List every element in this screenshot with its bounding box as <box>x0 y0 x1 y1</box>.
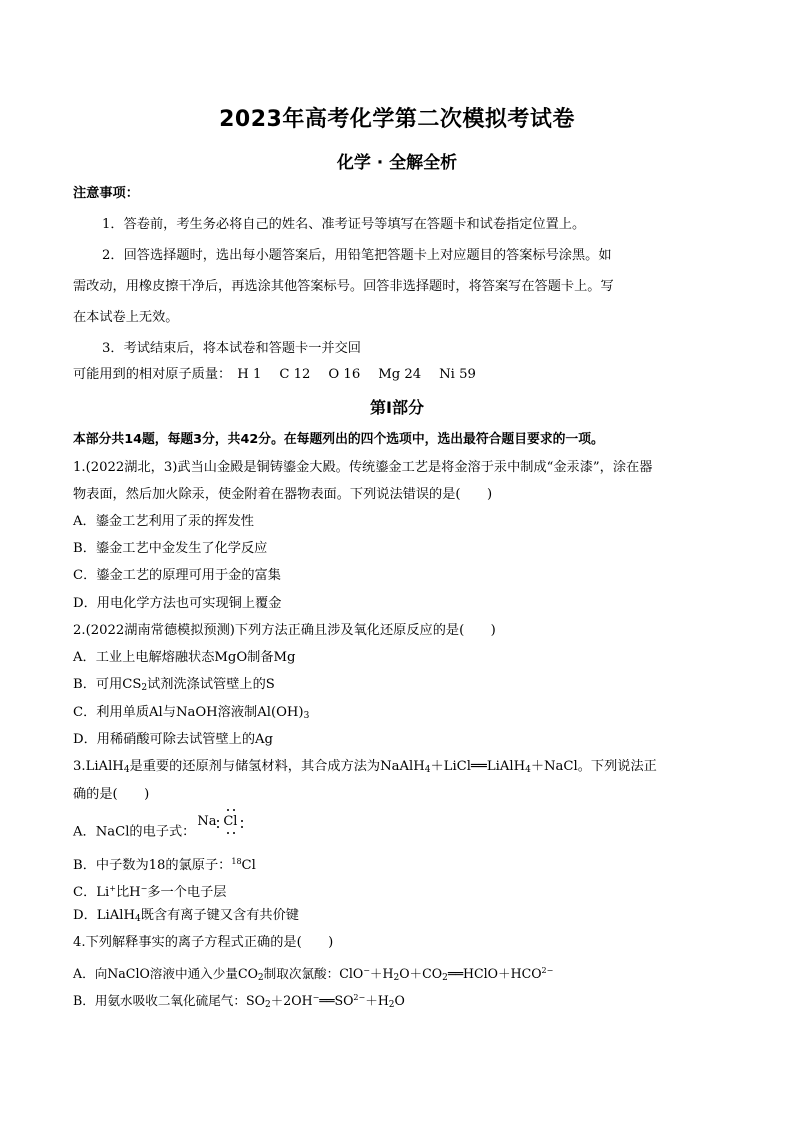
atomic-mass-mg: Mg 24 <box>378 367 422 382</box>
notice-item-2-line-2: 需改动，用橡皮擦干净后，再选涂其他答案标号。回答非选择题时，将答案写在答题卡上。写 <box>73 279 614 294</box>
q2-option-b: B．可用$CS_2$试剂洗涤试管壁上的S <box>73 677 275 693</box>
nacl-electron-formula: Na Cl <box>195 822 251 842</box>
atomic-masses-label: 可能用到的相对原子质量： <box>73 367 232 382</box>
q1-stem-line-1: 1.(2022湖北，3)武当山金殿是铜铸鎏金大殿。传统鎏金工艺是将金溶于汞中制成“金汞漆”，涂在器 <box>73 460 653 475</box>
q2-option-c: C．利用单质Al与NaOH溶液制$Al(OH)_3$ <box>73 705 310 721</box>
q3-option-a: A．NaCl的电子式： Na Cl <box>73 822 251 843</box>
atomic-mass-ni: Ni 59 <box>439 367 476 382</box>
atomic-mass-o: O 16 <box>328 367 361 382</box>
atomic-mass-c: C 12 <box>279 367 311 382</box>
q4-option-b: B．用氨水吸收二氧化硫尾气：$SO_2+2OH^-══SO^{2-}+H_2O$ <box>73 993 405 1010</box>
q4-stem: 4.下列解释事实的离子方程式正确的是( ) <box>73 935 334 950</box>
q1-option-c: C．鎏金工艺的原理可用于金的富集 <box>73 568 281 583</box>
q2-option-a: A．工业上电解熔融状态MgO制备Mg <box>73 650 296 665</box>
atomic-masses <box>73 365 494 385</box>
q3-option-d: D．LiAlH$_4$既含有离子键又含有共价键 <box>73 908 299 924</box>
q2-option-d: D．用稀硝酸可除去试管壁上的Ag <box>73 732 273 747</box>
q1-stem-line-2: 物表面，然后加火除汞，使金附着在器物表面。下列说法错误的是( ) <box>73 487 493 502</box>
q3-stem-line-2: 确的是( ) <box>73 787 150 802</box>
page-title: 2023年高考化学第二次模拟考试卷 <box>219 107 575 132</box>
q4-option-a: A．向NaClO溶液中通入少量$CO_2$制取次氯酸：$ClO^-+H_2O+CO_2══HClO+HCO^{2-}$ <box>73 966 554 983</box>
notice-heading: 注意事项： <box>73 186 139 201</box>
part-title: 第Ⅰ部分 <box>370 398 424 417</box>
q1-option-d: D．用电化学方法也可实现铜上覆金 <box>73 596 282 611</box>
q3-option-c: C．Li+比H−多一个电子层 <box>73 884 227 900</box>
notice-item-2-line-3: 在本试卷上无效。 <box>73 310 179 325</box>
q2-stem: 2.(2022湖南常德模拟预测)下列方法正确且涉及氧化还原反应的是( ) <box>73 623 496 638</box>
notice-item-3: 3．考试结束后，将本试卷和答题卡一并交回 <box>102 341 361 356</box>
q3-stem-line-1: 3.LiAlH$_4$是重要的还原剂与储氢材料，其合成方法为NaAlH$_4$＋LiCl══LiAlH$_4$＋NaCl。下列说法正 <box>73 759 657 775</box>
q3-option-b: B．中子数为18的氯原子：$^{18}$Cl <box>73 857 256 873</box>
q1-option-b: B．鎏金工艺中金发生了化学反应 <box>73 541 268 556</box>
notice-item-2-line-1: 2．回答选择题时，选出每小题答案后，用铅笔把答题卡上对应题目的答案标号涂黑。如 <box>102 248 612 263</box>
atomic-mass-h: H 1 <box>237 367 262 382</box>
page-subtitle: 化学 · 全解全析 <box>336 153 458 173</box>
notice-item-1: 1．答卷前，考生务必将自己的姓名、准考证号等填写在答题卡和试卷指定位置上。 <box>102 217 586 232</box>
q1-option-a: A．鎏金工艺利用了汞的挥发性 <box>73 514 254 529</box>
part-intro: 本部分共14题，每题3分，共42分。在每题列出的四个选项中，选出最符合题目要求的一项。 <box>73 432 604 447</box>
